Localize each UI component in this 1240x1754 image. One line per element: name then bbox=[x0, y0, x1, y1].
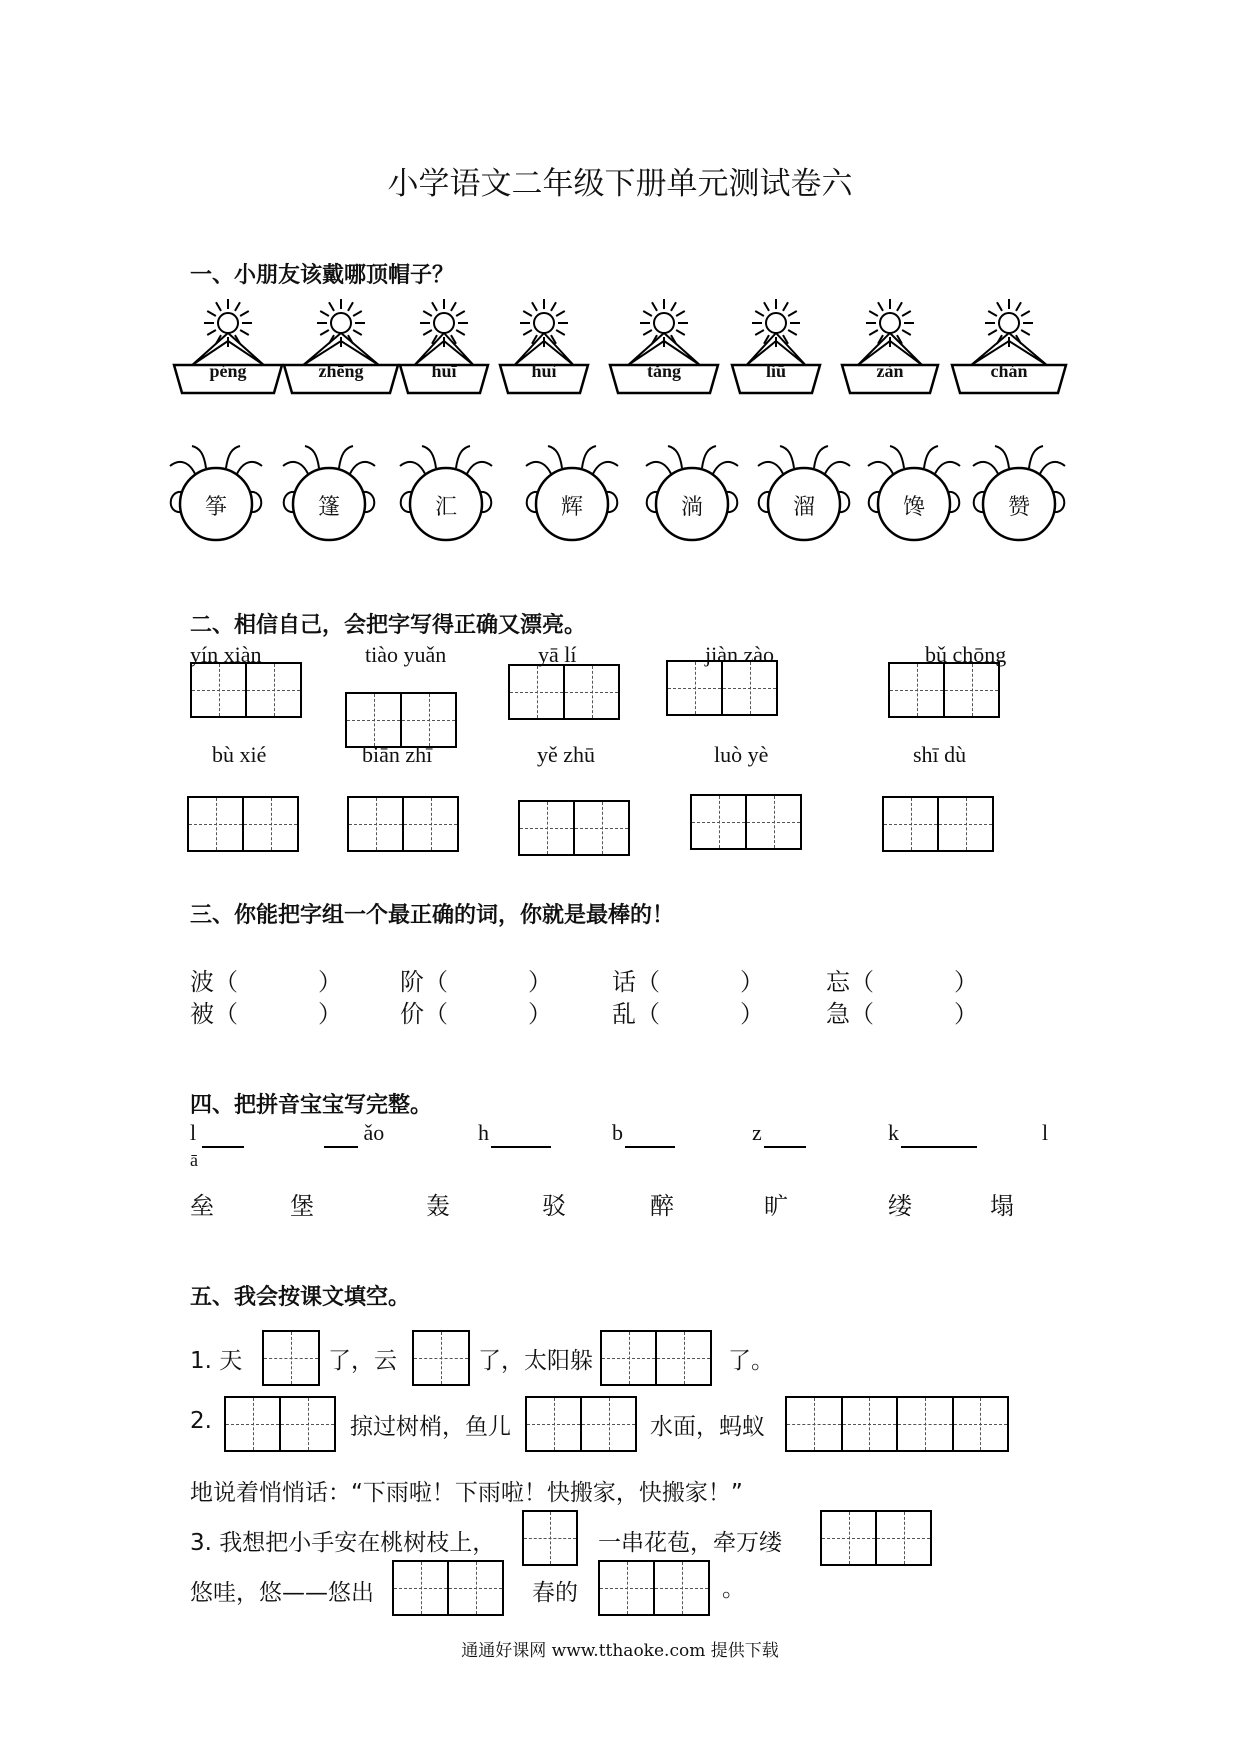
word-prompt: 话（ bbox=[612, 968, 660, 996]
pinyin-label: biān zhī bbox=[362, 742, 433, 767]
writing-box[interactable] bbox=[190, 662, 302, 718]
hat-pinyin: chán bbox=[990, 361, 1028, 381]
close-paren: ） bbox=[528, 968, 552, 996]
pinyin-blank[interactable]: l bbox=[190, 1120, 244, 1148]
fill-line4-b: 春的 bbox=[532, 1580, 578, 1606]
pinyin-blank[interactable]: ǎo bbox=[324, 1120, 384, 1148]
fill-line1-a: 1. 天 bbox=[190, 1348, 243, 1374]
close-paren: ） bbox=[318, 1000, 342, 1028]
section1-heading: 一、小朋友该戴哪顶帽子？ bbox=[190, 263, 455, 288]
fill-line4-a: 悠哇，悠——悠出 bbox=[190, 1580, 374, 1606]
fill-box[interactable] bbox=[224, 1396, 336, 1452]
hat-pinyin: péng bbox=[209, 361, 247, 381]
face-character: 溜 bbox=[792, 495, 815, 520]
face[interactable] bbox=[638, 440, 746, 555]
hat[interactable] bbox=[840, 295, 940, 395]
section3-heading: 三、你能把字组一个最正确的词，你就是最棒的！ bbox=[190, 903, 675, 928]
character: 缕 bbox=[888, 1192, 912, 1220]
hat[interactable] bbox=[950, 295, 1068, 395]
pinyin-label: shī dù bbox=[913, 742, 967, 767]
pinyin-label: tiào yuǎn bbox=[365, 642, 447, 667]
face-character: 馋 bbox=[902, 495, 925, 520]
fill-box[interactable] bbox=[392, 1560, 504, 1616]
character: 垒 bbox=[190, 1192, 214, 1220]
pinyin-tone: ā bbox=[190, 1150, 198, 1170]
hat-pinyin: zàn bbox=[876, 361, 904, 381]
character: 醉 bbox=[650, 1192, 674, 1220]
pinyin-label: bǔ chōng bbox=[925, 642, 1007, 667]
word-prompt: 忘（ bbox=[826, 968, 874, 996]
character: 旷 bbox=[764, 1192, 788, 1220]
fill-box[interactable] bbox=[522, 1510, 578, 1566]
hat-pinyin: huì bbox=[531, 361, 557, 381]
hat[interactable] bbox=[398, 295, 490, 395]
pinyin-label: luò yè bbox=[714, 742, 769, 767]
hat[interactable] bbox=[730, 295, 822, 395]
close-paren: ） bbox=[954, 968, 978, 996]
close-paren: ） bbox=[528, 1000, 552, 1028]
word-prompt: 被（ bbox=[190, 1000, 238, 1028]
hat[interactable] bbox=[498, 295, 590, 395]
face-character: 辉 bbox=[560, 495, 583, 520]
fill-line2-c: 水面，蚂蚁 bbox=[650, 1414, 765, 1440]
face[interactable] bbox=[965, 440, 1073, 555]
close-paren: ） bbox=[954, 1000, 978, 1028]
pinyin-label: yín xiàn bbox=[190, 642, 262, 667]
close-paren: ） bbox=[318, 968, 342, 996]
fill-line1-d: 了。 bbox=[728, 1348, 774, 1374]
fill-box[interactable] bbox=[600, 1330, 712, 1386]
fill-line3-b: 一串花苞，牵万缕 bbox=[598, 1530, 782, 1556]
writing-box[interactable] bbox=[518, 800, 630, 856]
hat-pinyin: tǎng bbox=[646, 361, 681, 381]
pinyin-blank[interactable]: k bbox=[888, 1120, 977, 1148]
fill-box[interactable] bbox=[525, 1396, 637, 1452]
face[interactable] bbox=[275, 440, 383, 555]
hat-pinyin: huī bbox=[431, 361, 457, 381]
writing-box[interactable] bbox=[882, 796, 994, 852]
face-character: 筝 bbox=[204, 495, 227, 520]
word-prompt: 急（ bbox=[826, 1000, 874, 1028]
character: 堡 bbox=[290, 1192, 314, 1220]
pinyin-blank[interactable]: b bbox=[612, 1120, 675, 1148]
pinyin-label: bù xié bbox=[212, 742, 267, 767]
word-prompt: 阶（ bbox=[400, 968, 448, 996]
face-character: 篷 bbox=[317, 495, 340, 520]
hat[interactable] bbox=[172, 295, 284, 395]
hat-pinyin: zhēng bbox=[318, 361, 364, 381]
face[interactable] bbox=[518, 440, 626, 555]
fill-line4-c: 。 bbox=[722, 1576, 745, 1602]
pinyin-label: yě zhū bbox=[537, 742, 596, 767]
fill-line1-b: 了，云 bbox=[328, 1348, 397, 1374]
fill-box[interactable] bbox=[262, 1330, 320, 1386]
character: 轰 bbox=[426, 1192, 450, 1220]
writing-box[interactable] bbox=[187, 796, 299, 852]
pinyin-blank[interactable]: h bbox=[478, 1120, 551, 1148]
fill-box[interactable] bbox=[412, 1330, 470, 1386]
fill-box[interactable] bbox=[820, 1510, 932, 1566]
character: 塌 bbox=[990, 1192, 1014, 1220]
pinyin-blank[interactable]: z bbox=[752, 1120, 806, 1148]
face-character: 淌 bbox=[680, 495, 703, 520]
fill-line2-a: 2. bbox=[190, 1408, 212, 1434]
fill-box[interactable] bbox=[598, 1560, 710, 1616]
section5-heading: 五、我会按课文填空。 bbox=[190, 1285, 411, 1310]
writing-box[interactable] bbox=[666, 660, 778, 716]
section2-heading: 二、相信自己，会把字写得正确又漂亮。 bbox=[190, 613, 587, 638]
face[interactable] bbox=[860, 440, 968, 555]
fill-line3-a: 3. 我想把小手安在桃树枝上， bbox=[190, 1530, 496, 1556]
pinyin-label: yā lí bbox=[538, 642, 577, 667]
fill-line1-c: 了，太阳躲 bbox=[478, 1348, 593, 1374]
page-title: 小学语文二年级下册单元测试卷六 bbox=[387, 166, 853, 202]
face-character: 赞 bbox=[1007, 495, 1030, 520]
writing-box[interactable] bbox=[508, 664, 620, 720]
fill-line2-b: 掠过树梢，鱼儿 bbox=[350, 1414, 511, 1440]
pinyin-label: jiàn zào bbox=[705, 642, 775, 667]
fill-line2-cont: 地说着悄悄话：“下雨啦！下雨啦！快搬家，快搬家！” bbox=[190, 1480, 743, 1506]
word-prompt: 价（ bbox=[400, 1000, 448, 1028]
word-prompt: 波（ bbox=[190, 968, 238, 996]
pinyin-blank[interactable]: l bbox=[1042, 1120, 1049, 1145]
writing-box[interactable] bbox=[690, 794, 802, 850]
close-paren: ） bbox=[740, 968, 764, 996]
face-character: 汇 bbox=[434, 495, 457, 520]
fill-box[interactable] bbox=[785, 1396, 1009, 1452]
footer: 通通好课网 www.tthaoke.com 提供下载 bbox=[461, 1641, 779, 1661]
face[interactable] bbox=[392, 440, 500, 555]
close-paren: ） bbox=[740, 1000, 764, 1028]
hat[interactable] bbox=[282, 295, 400, 395]
face[interactable] bbox=[162, 440, 270, 555]
hat-pinyin: liū bbox=[765, 361, 786, 381]
character: 驳 bbox=[542, 1192, 566, 1220]
writing-box[interactable] bbox=[347, 796, 459, 852]
writing-box[interactable] bbox=[345, 692, 457, 748]
face[interactable] bbox=[750, 440, 858, 555]
section4-heading: 四、把拼音宝宝写完整。 bbox=[190, 1093, 433, 1118]
writing-box[interactable] bbox=[888, 662, 1000, 718]
hat[interactable] bbox=[608, 295, 720, 395]
word-prompt: 乱（ bbox=[612, 1000, 660, 1028]
